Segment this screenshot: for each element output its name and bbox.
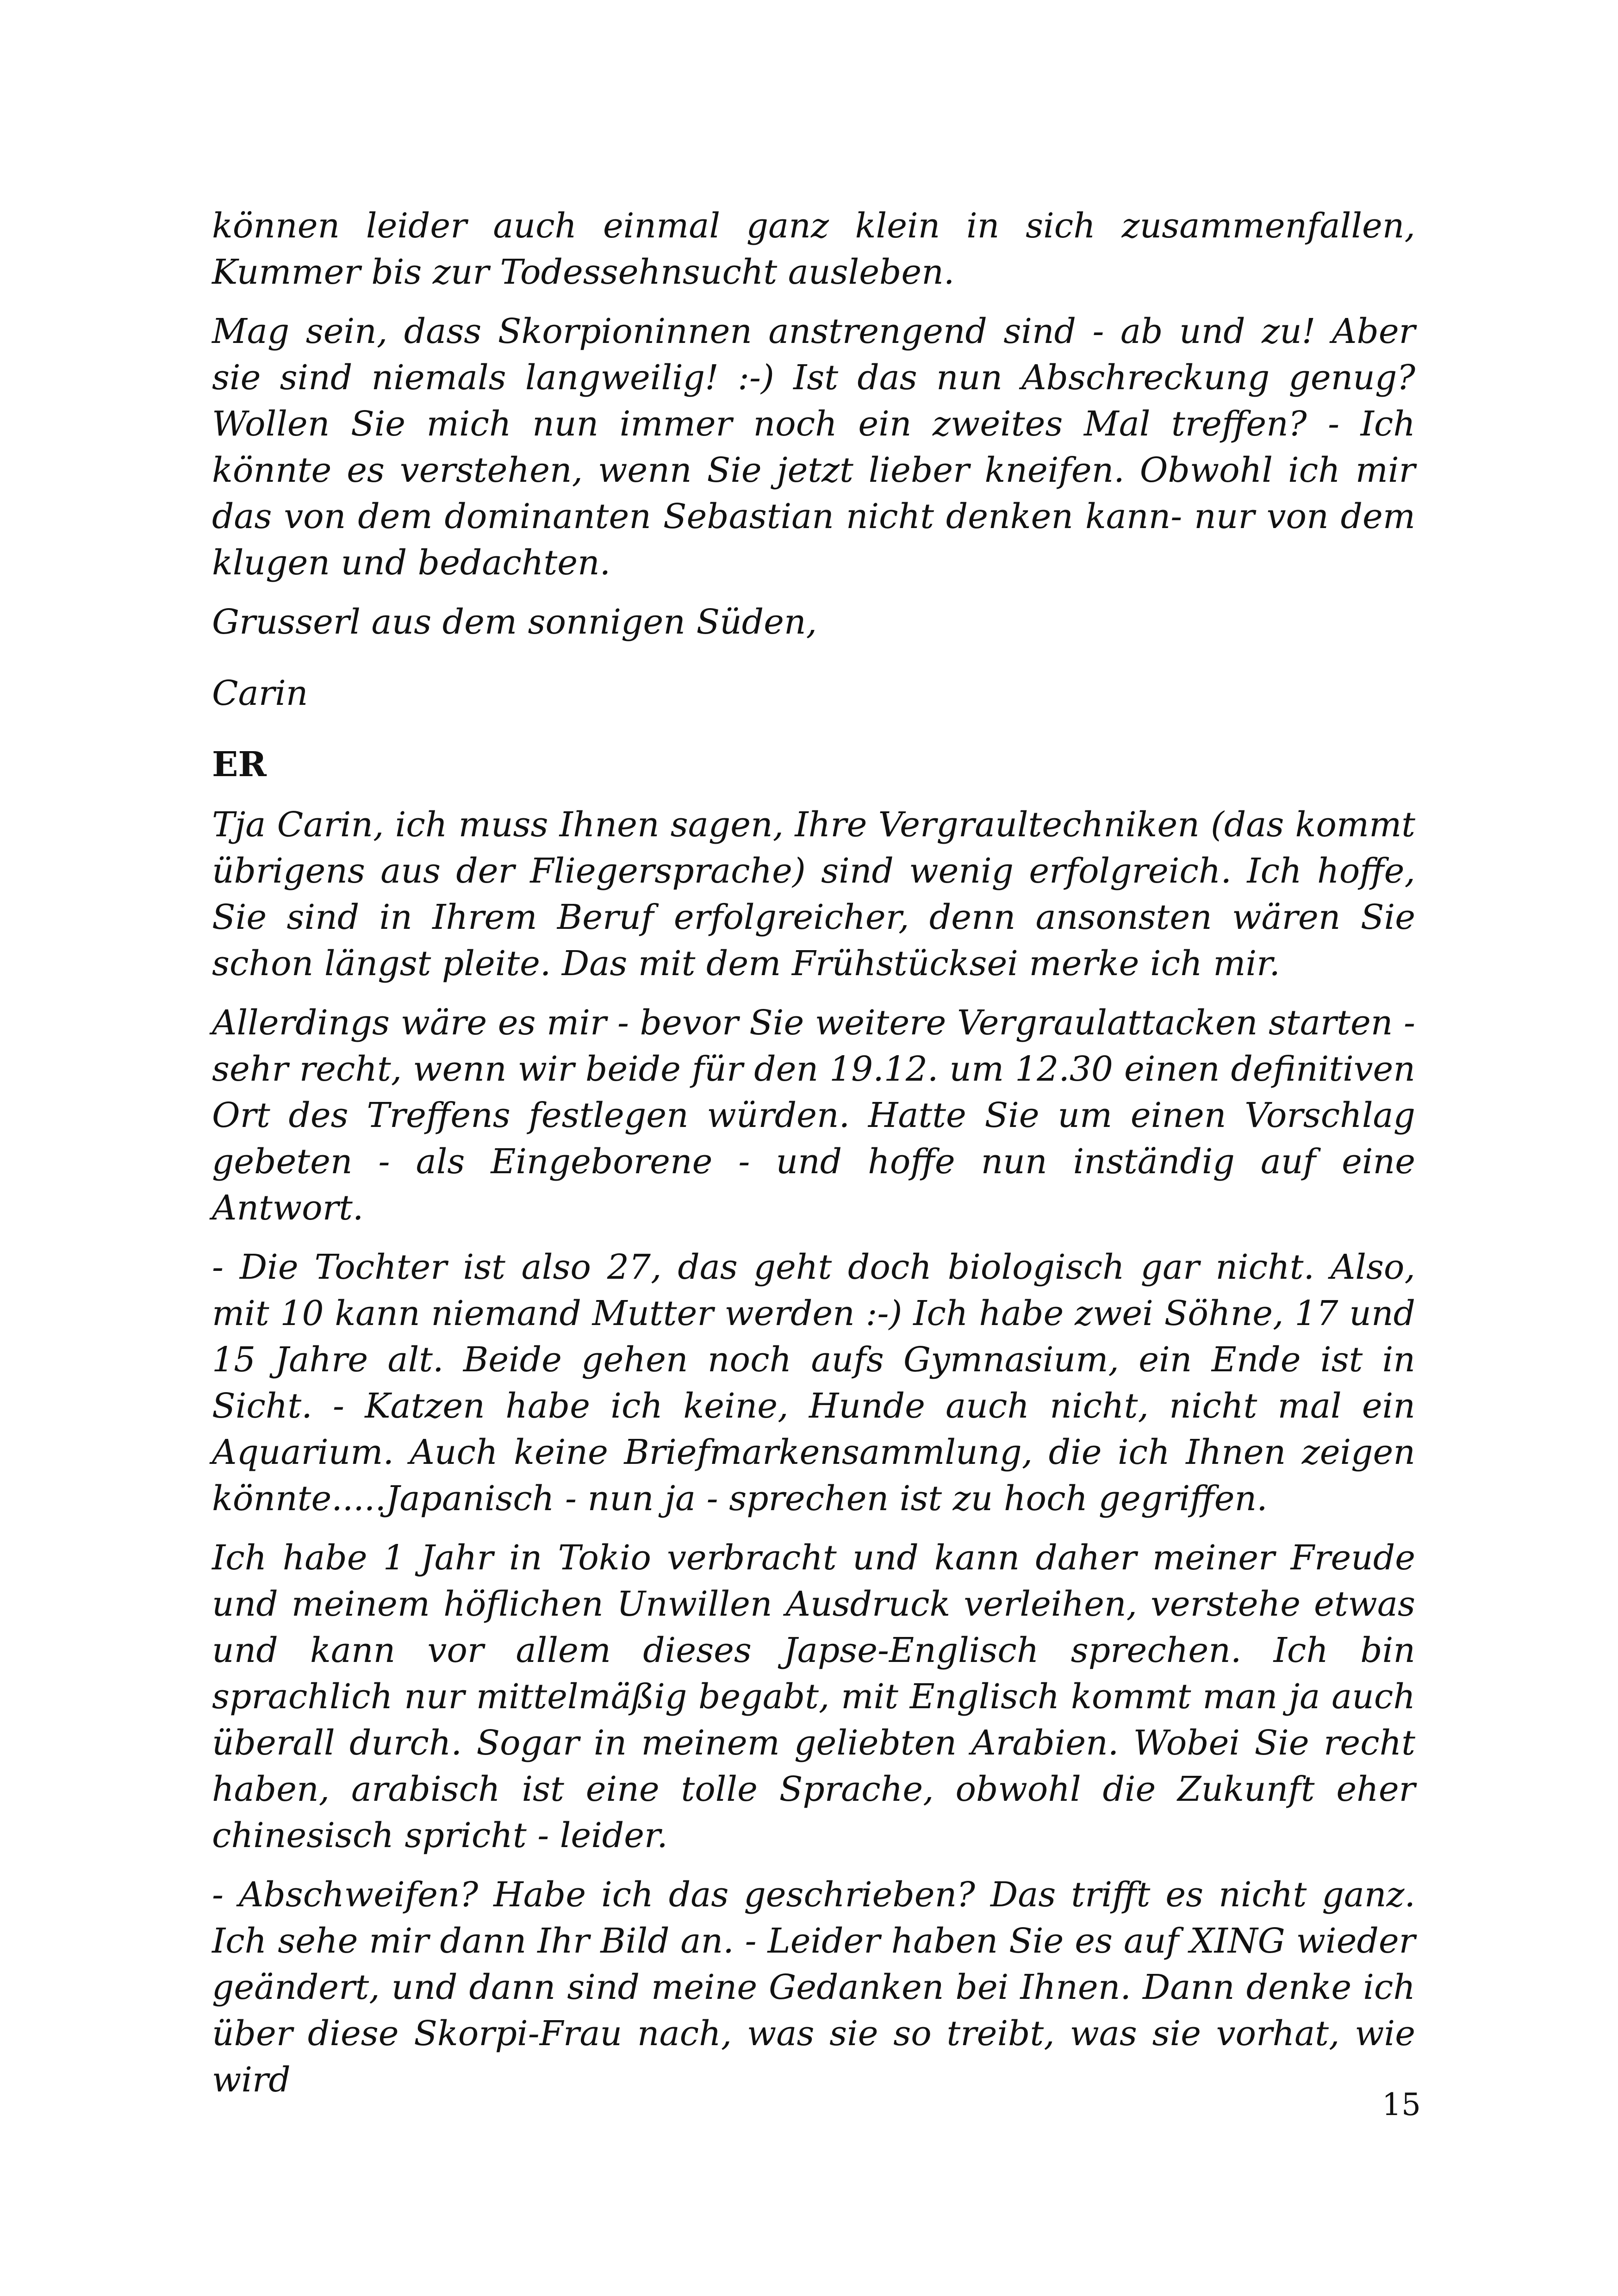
- body-text: [212, 203, 1415, 2116]
- closing-greeting: Grusserl aus dem sonnigen Süden,: [212, 602, 817, 642]
- paragraph-abschweifen: - Abschweifen? Habe ich das geschrieben? Das trifft es nicht ganz. Ich sehe mir dann Ihr Bild an. - Leider haben Sie es auf XING wieder geändert, und dann sind meine Gedanken bei Ihnen. Dann denke ich über diese Skorpi-Frau nach, was sie so treibt, was sie vorhat, wie wird: [212, 1875, 1415, 2100]
- paragraph-treffen: Allerdings wäre es mir - bevor Sie weitere Vergraulattacken starten - sehr recht, wenn wir beide für den 19.12. um 12.30 einen definitiven Ort des Treffens festlegen würden. Hatte Sie um einen Vorschlag gebeten - als Eingeborene - und hoffe nun inständig auf eine Antwort.: [212, 1003, 1415, 1228]
- paragraph-tokio: Ich habe 1 Jahr in Tokio verbracht und kann daher meiner Freude und meinem höflichen Unwillen Ausdruck verleihen, verstehe etwas und kann vor allem dieses Japse-Englisch sprechen. Ich bin sprachlich nur mittelmäßig begabt, mit Englisch kommt man ja auch überall durch. Sogar in meinem geliebten Arabien. Wobei Sie recht haben, arabisch ist eine tolle Sprache, obwohl die Zukunft eher chinesisch spricht - leider.: [212, 1538, 1415, 1855]
- paragraph-tochter: - Die Tochter ist also 27, das geht doch biologisch gar nicht. Also, mit 10 kann niemand Mutter werden :-) Ich habe zwei Söhne, 17 und 15 Jahre alt. Beide gehen noch aufs Gymnasium, ein Ende ist in Sicht. - Katzen habe ich keine, Hunde auch nicht, nicht mal ein Aquarium. Auch keine Briefmarkensammlung, die ich Ihnen zeigen könnte.....Japanisch - nun ja - sprechen ist zu hoch gegriffen.: [212, 1247, 1415, 1518]
- paragraph-skorpion: Mag sein, dass Skorpioninnen anstrengend sind - ab und zu! Aber sie sind niemals langweilig! :-) Ist das nun Abschreckung genug? Wollen Sie mich nun immer noch ein zweites Mal treffen? - Ich könnte es verstehen, wenn Sie jetzt lieber kneifen. Obwohl ich mir das von dem dominanten Sebastian nicht denken kann- nur von dem klugen und bedachten.: [212, 311, 1415, 583]
- paragraph-vergraultechniken: Tja Carin, ich muss Ihnen sagen, Ihre Vergraultechniken (das kommt übrigens aus der Fliegersprache) sind wenig erfolgreich. Ich hoffe, Sie sind in Ihrem Beruf erfolgreicher, denn ansonsten wären Sie schon längst pleite. Das mit dem Frühstücksei merke ich mir.: [212, 805, 1415, 983]
- page-number: 15: [1382, 2087, 1421, 2122]
- speaker-heading-er: ER: [212, 745, 267, 784]
- signature-carin: Carin: [212, 673, 308, 713]
- paragraph-continuation: können leider auch einmal ganz klein in sich zusammenfallen, Kummer bis zur Todessehnsucht ausleben.: [212, 206, 1415, 292]
